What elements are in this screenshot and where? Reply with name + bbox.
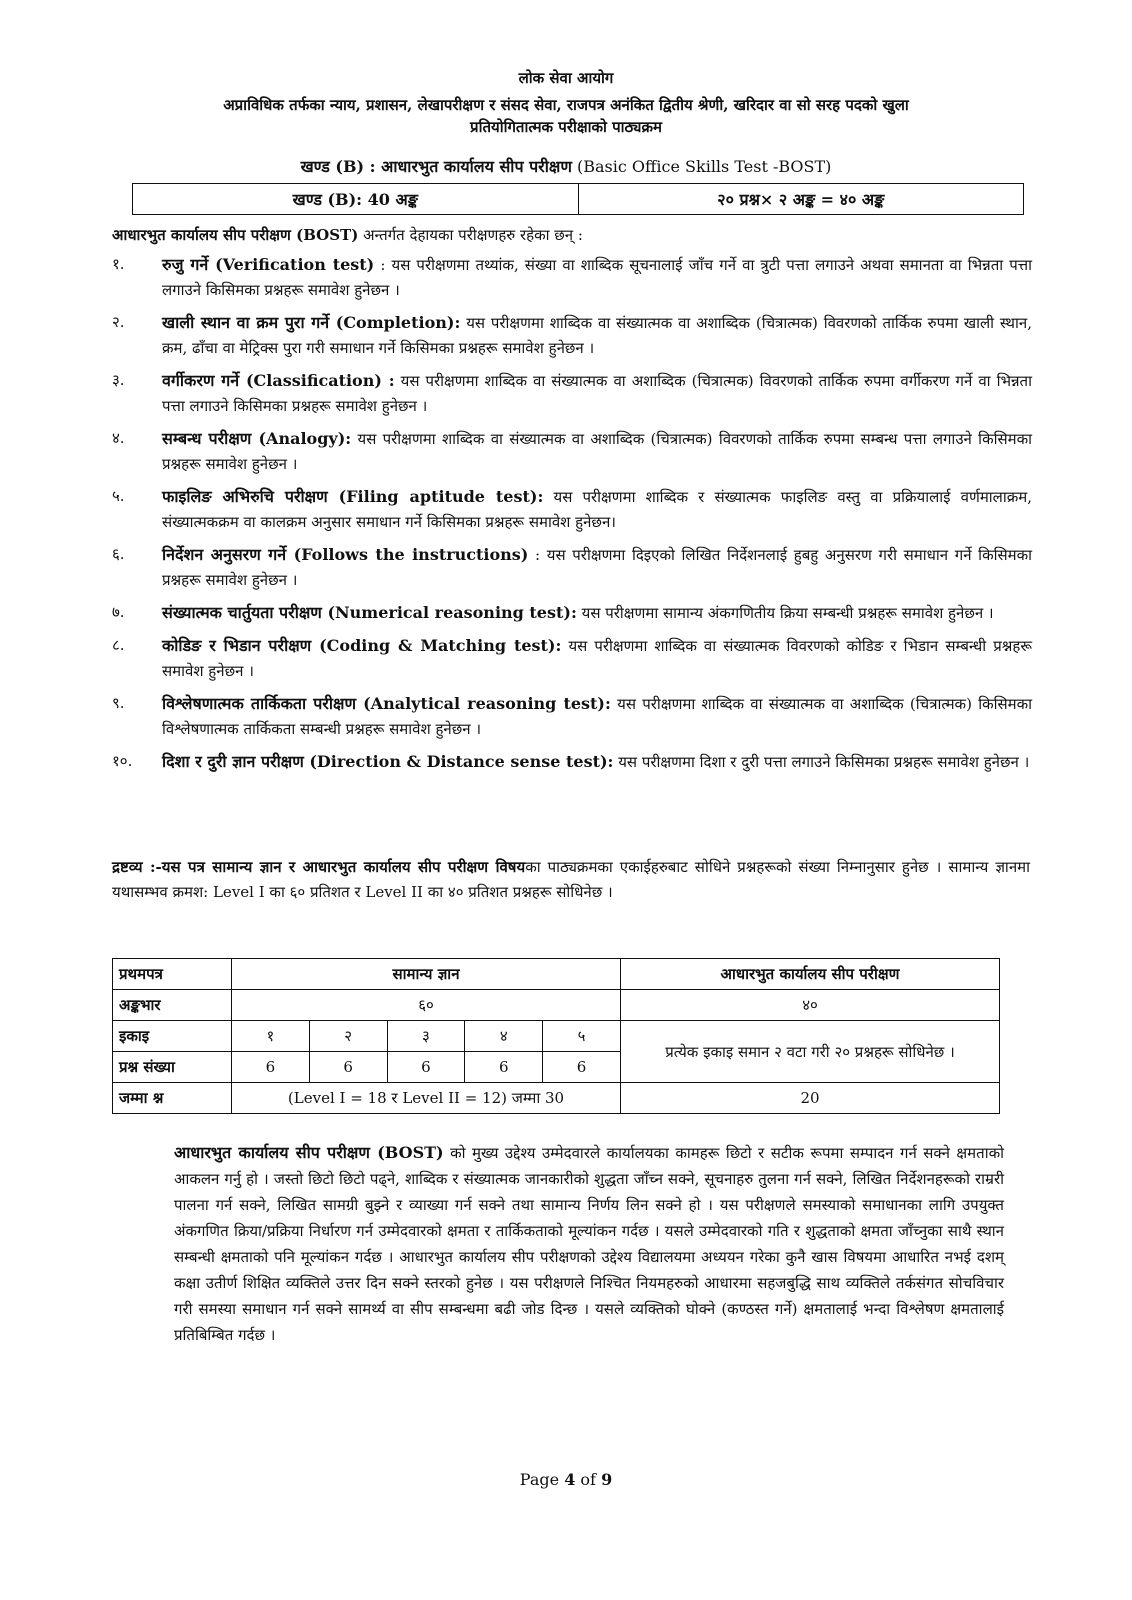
- item-title: विश्लेषणात्मक तार्किकता परीक्षण (Analytical reasoning test):: [162, 694, 611, 713]
- list-item: [112, 691, 1032, 742]
- row-unit-label: इकाइ: [113, 1021, 232, 1052]
- item-text: यस परीक्षणमा सामान्य अंकगणितीय क्रिया सम्बन्धी प्रश्नहरू समावेश हुनेछन ।: [576, 604, 994, 622]
- intro-bold: आधारभुत कार्यालय सीप परीक्षण (BOST): [112, 226, 359, 244]
- qcount-cell: 6: [465, 1052, 543, 1083]
- marks-table: [132, 183, 1024, 215]
- note-rest: का पाठ्यक्रमका एकाईहरुबाट सोधिने प्रश्नहरूको संख्या निम्नानुसार हुनेछ । सामान्य ज्ञानमा यथासम्भव क्रमश: Level I का ६० प्रतिशत र Level II का ४० प्रतिशत प्रश्नहरू सोधिनेछ ।: [112, 858, 1031, 901]
- item-title: संख्यात्मक चार्तुयता परीक्षण (Numerical reasoning test):: [162, 603, 577, 622]
- item-title: फाइलिङ अभिरुचि परीक्षण (Filing aptitude test):: [162, 487, 544, 506]
- list-item: [112, 310, 1032, 361]
- section-title-bold: खण्ड (B) : आधारभुत कार्यालय सीप परीक्षण: [300, 157, 572, 176]
- unit-cell: २: [309, 1021, 387, 1052]
- para-bold: आधारभुत कार्यालय सीप परीक्षण (BOST): [174, 1143, 444, 1162]
- item-text: यस परीक्षणमा शाब्दिक वा संख्यात्मक विवरणको कोडिङ र भिडान सम्बन्धी प्रश्नहरू समावेश हुनेछन ।: [162, 637, 1032, 680]
- item-text: यस परीक्षणमा शाब्दिक वा संख्यात्मक वा अशाब्दिक (चित्रात्मक) विवरणको तार्किक रुपमा खाली स्थान, क्रम, ढाँचा वा मेट्रिक्स पुरा गरी समाधान गर्ने किसिमका प्रश्नहरू समावेश हुनेछन ।: [162, 314, 1032, 357]
- item-text: : यस परीक्षणमा दिइएको लिखित निर्देशनलाई हुबहु अनुसरण गरी समाधान गर्ने किसिमका प्रश्नहरू समावेश हुनेछन ।: [162, 546, 1032, 589]
- section-title-en: (Basic Office Skills Test -BOST): [571, 157, 832, 176]
- gk-total: (Level I = 18 र Level II = 12) जम्मा 30: [232, 1083, 621, 1114]
- marks-right-cell: २० प्रश्न× २ अङ्क = ४० अङ्क: [578, 184, 1024, 215]
- distribution-table: [112, 958, 1000, 1114]
- item-number: १.: [112, 255, 125, 273]
- page-total: 9: [601, 1470, 613, 1489]
- item-title: निर्देशन अनुसरण गर्ने (Follows the instructions): [162, 545, 529, 564]
- item-title: कोडिङ र भिडान परीक्षण (Coding & Matching test):: [162, 636, 562, 655]
- header-bost: आधारभुत कार्यालय सीप परीक्षण: [621, 959, 1000, 990]
- bost-total: 20: [621, 1083, 1000, 1114]
- intro-line: [112, 224, 1042, 246]
- item-number: ८.: [112, 636, 125, 654]
- qcount-cell: 6: [232, 1052, 310, 1083]
- note-paragraph: [112, 855, 1030, 905]
- marks-left-cell: खण्ड (B): 40 अङ्क: [133, 184, 579, 215]
- item-title: रुजु गर्ने (Verification test): [162, 255, 375, 274]
- row-question-count-label: प्रश्न संख्या: [113, 1052, 232, 1083]
- bost-unit-note: प्रत्येक इकाइ समान २ वटा गरी २० प्रश्नहरू सोधिनेछ ।: [621, 1021, 1000, 1083]
- unit-cell: ३: [387, 1021, 465, 1052]
- table-row: [113, 1021, 1000, 1052]
- note-bold: द्रष्टव्य :-यस पत्र सामान्य ज्ञान र आधारभुत कार्यालय सीप परीक्षण विषय: [112, 858, 526, 876]
- qcount-cell: 6: [387, 1052, 465, 1083]
- table-row: [113, 990, 1000, 1021]
- item-number: २.: [112, 313, 125, 331]
- org-title: लोक सेवा आयोग: [518, 69, 614, 87]
- section-title: [100, 156, 1032, 178]
- header-line-2: अप्राविधिक तर्फका न्याय, प्रशासन, लेखापरीक्षण र संसद सेवा, राजपत्र अनंकित द्वितीय श्रेणी, खरिदार वा सो सरह पदको खुला: [223, 96, 909, 114]
- item-title: दिशा र दुरी ज्ञान परीक्षण (Direction & Distance sense test):: [162, 752, 614, 771]
- list-item: [112, 252, 1032, 303]
- header-paper: प्रथमपत्र: [113, 959, 232, 990]
- item-text: यस परीक्षणमा शाब्दिक वा संख्यात्मक वा अशाब्दिक (चित्रात्मक) किसिमका विश्लेषणात्मक तार्किकता सम्बन्धी प्रश्नहरू समावेश हुनेछन ।: [162, 695, 1032, 738]
- bost-purpose-paragraph: [174, 1140, 1004, 1348]
- para-rest: को मुख्य उद्देश्य उम्मेदवारले कार्यालयका कामहरू छिटो र सटीक रूपमा सम्पादन गर्न सक्ने क्षमताको आकलन गर्नु हो । जस्तो छिटो छिटो पढ्ने, शाब्दिक र संख्यात्मक जानकारीको शुद्धता जाँच्न सक्ने, सूचनाहरु तुलना गर्न सक्ने, लिखित निर्देशनहरूको राम्ररी पालना गर्न सक्ने, लिखित सामग्री बुझ्ने र व्याख्या गर्न सक्ने तथा सामान्य निर्णय लिन सक्ने हो । यस परीक्षणले समस्याको समाधानका लागि उपयुक्त अंकगणित क्रिया/प्रक्रिया निर्धारण गर्न उम्मेदवारको क्षमता र तार्किकताको मूल्यांकन गर्दछ । यसले उम्मेदवारको गति र शुद्धताको क्षमता जाँच्नुका साथै स्थान सम्बन्धी क्षमताको पनि मूल्यांकन गर्दछ । आधारभुत कार्यालय सीप परीक्षणको उद्देश्य विद्यालयमा अध्ययन गरेका कुनै खास विषयमा आधारित नभई दशम् कक्षा उतीर्ण शिक्षित व्यक्तिले उत्तर दिन सक्ने स्तरको हुनेछ । यस परीक्षणले निश्चित नियमहरुको आधारमा सहजबुद्धि साथ व्यक्तिले तर्कसंगत सोचविचार गरी समस्या समाधान गर्न सक्ने सामर्थ्य वा सीप सम्बन्धमा बढी जोड दिन्छ । यसले व्यक्तिको घोक्ने (कण्ठस्त गर्ने) क्षमतालाई भन्दा विश्लेषण क्षमतालाई प्रतिबिम्बित गर्दछ ।: [174, 1144, 1004, 1344]
- qcount-cell: 6: [543, 1052, 621, 1083]
- item-text: यस परीक्षणमा दिशा र दुरी पत्ता लगाउने किसिमका प्रश्नहरू समावेश हुनेछन ।: [613, 753, 1030, 771]
- row-weight-label: अङ्कभार: [113, 990, 232, 1021]
- item-title: वर्गीकरण गर्ने (Classification) :: [162, 371, 395, 390]
- item-number: ६.: [112, 545, 125, 563]
- page-of: of: [575, 1470, 602, 1489]
- unit-cell: १: [232, 1021, 310, 1052]
- item-title: सम्बन्ध परीक्षण (Analogy):: [162, 429, 352, 448]
- item-text: : यस परीक्षणमा तथ्यांक, संख्या वा शाब्दिक सूचनालाई जाँच गर्ने वा त्रुटी पत्ता लगाउने अथवा समानता वा भिन्नता पत्ता लगाउने किसिमका प्रश्नहरू समावेश हुनेछन ।: [162, 256, 1033, 299]
- unit-cell: ५: [543, 1021, 621, 1052]
- list-item: [112, 600, 1032, 626]
- list-item: [112, 368, 1032, 419]
- qcount-cell: 6: [309, 1052, 387, 1083]
- list-item: [112, 542, 1032, 593]
- list-item: [112, 484, 1032, 535]
- bost-weight: ४०: [621, 990, 1000, 1021]
- header-line-3: प्रतियोगितात्मक परीक्षाको पाठ्यक्रम: [470, 118, 662, 136]
- page-label: Page: [519, 1470, 565, 1489]
- item-number: ४.: [112, 429, 125, 447]
- list-item: [112, 633, 1032, 684]
- header-general-knowledge: सामान्य ज्ञान: [232, 959, 621, 990]
- item-text: यस परीक्षणमा शाब्दिक र संख्यात्मक फाइलिङ वस्तु वा प्रक्रियालाई वर्णमालाक्रम, संख्यात्मकक्रम वा कालक्रम अनुसार समाधान गर्ने किसिमका प्रश्नहरू समावेश हुनेछन।: [162, 488, 1032, 531]
- item-text: यस परीक्षणमा शाब्दिक वा संख्यात्मक वा अशाब्दिक (चित्रात्मक) विवरणको तार्किक रुपमा सम्बन्ध पत्ता लगाउने किसिमका प्रश्नहरू समावेश हुनेछन ।: [162, 430, 1032, 473]
- list-item: [112, 749, 1032, 775]
- row-total-label: जम्मा श्न: [113, 1083, 232, 1114]
- list-item: [112, 426, 1032, 477]
- item-text: यस परीक्षणमा शाब्दिक वा संख्यात्मक वा अशाब्दिक (चित्रात्मक) विवरणको तार्किक रुपमा वर्गीकरण गर्ने वा भिन्नता पत्ता लगाउने किसिमका प्रश्नहरू समावेश हुनेछन ।: [162, 372, 1032, 415]
- test-list: [112, 252, 1032, 782]
- item-number: ७.: [112, 603, 125, 621]
- item-number: ९.: [112, 694, 125, 712]
- table-row: [113, 959, 1000, 990]
- page-number: 4: [564, 1470, 576, 1489]
- table-row: [113, 1083, 1000, 1114]
- item-number: ३.: [112, 371, 125, 389]
- page-footer: [0, 1470, 1132, 1489]
- item-number: ५.: [112, 487, 125, 505]
- unit-cell: ४: [465, 1021, 543, 1052]
- gk-weight: ६०: [232, 990, 621, 1021]
- item-title: खाली स्थान वा क्रम पुरा गर्ने (Completion):: [162, 313, 461, 332]
- intro-rest: अन्तर्गत देहायका परीक्षणहरु रहेका छन् :: [358, 226, 583, 244]
- item-number: १०.: [112, 752, 133, 770]
